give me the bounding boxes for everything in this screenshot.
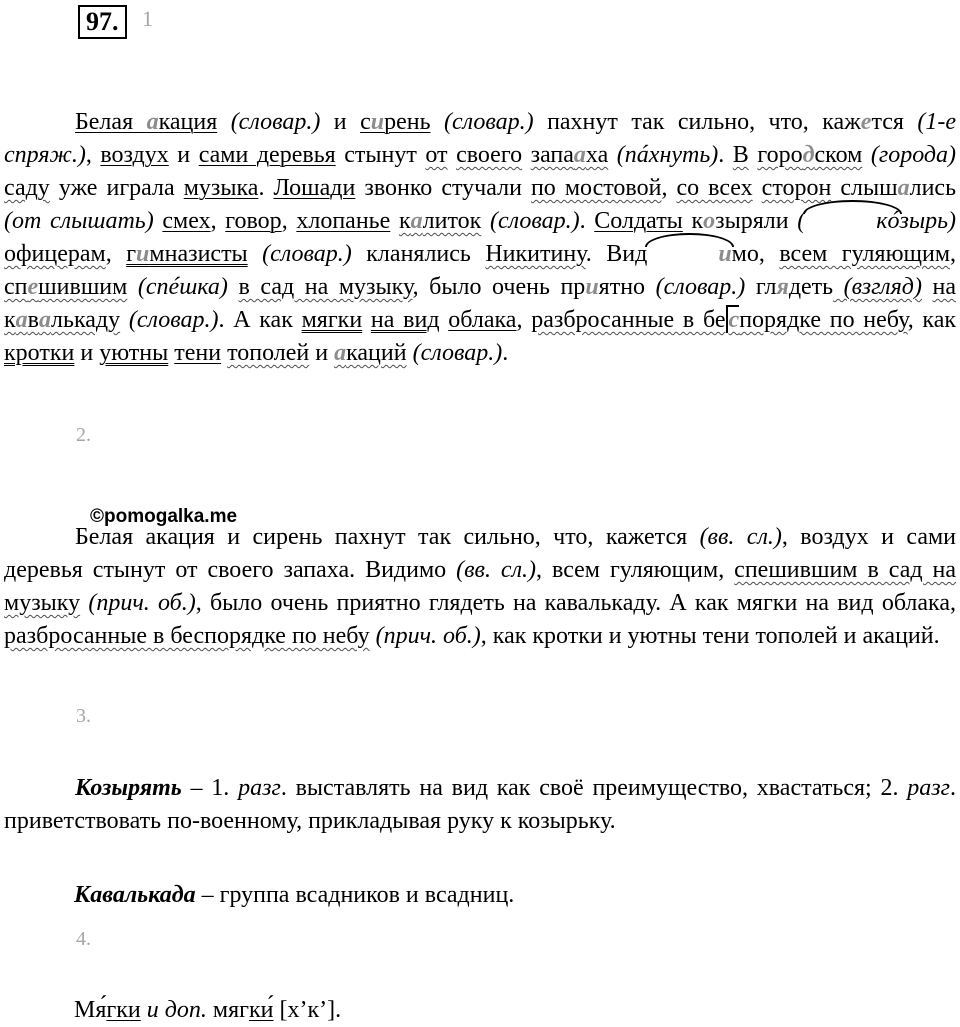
highlighted-letter: а — [146, 109, 159, 135]
subject: сами деревья — [198, 142, 336, 168]
subject: тени — [174, 340, 222, 366]
definition-term: Козырять — [75, 775, 182, 801]
subject: музыка — [183, 175, 259, 201]
word: Белая — [75, 109, 147, 135]
exercise-number: 97. — [78, 5, 127, 39]
task-3-marker: 3. — [76, 705, 91, 727]
task-1-marker: 1 — [142, 6, 153, 31]
definition-kavalkada: Кавалькада – группа всадников и всадниц. — [74, 882, 515, 908]
definition-term: Кавалькада — [74, 882, 196, 908]
subject: Лошади — [273, 175, 356, 201]
task-4-marker: 4. — [76, 928, 91, 950]
pronunciation-note: Мя́гки и доп. мягки́ [х’к’]. — [74, 997, 342, 1023]
watermark: ©pomogalka.me — [90, 506, 238, 527]
participial-phrase: спешившим в сад на музыку — [4, 557, 957, 616]
subject: воздух — [100, 142, 169, 168]
highlighted-letter: и — [370, 109, 385, 135]
highlighted-letter: о — [703, 208, 716, 234]
highlighted-letter: и — [585, 274, 599, 300]
participial-phrase: разбросанные в беспорядке по небу — [4, 623, 370, 649]
subject: Солдаты — [594, 208, 683, 234]
highlighted-letter: я — [776, 274, 789, 300]
subject: смех — [162, 208, 211, 234]
highlighted-letter: е — [860, 109, 872, 135]
task-2-marker: 2. — [76, 424, 91, 446]
section-1-text: Белая акация (словар.) и сирень (словар.) пахнут так сильно, что, кажется (1-е спряж.), воздух и сами деревья стынут от своего запааха (пáхнуть). В городском (города) саду уже играла музыка. Лошади звонко стучали по мостовой, со всех сторон слышались (от слышать) смех, говор, хлопанье калиток (словар.). Солдаты козыряли ( кóзырь) офицерам, гимназисты (словар.) кланялись Никитину. Вид имо, всем гуляющим, спешившим (спéшка) в сад на музыку, было очень приятно (словар.) глядеть (взгляд) на кавалькаду (словар.). А как мягки на вид облака, разбросанные в бе спорядке по небу, как кротки и уютны тени тополей и акаций (словар.). — [4, 109, 957, 366]
subject: хлопанье — [296, 208, 391, 234]
highlighted-letter: а — [897, 175, 910, 201]
prefix-mark: с — [726, 305, 740, 333]
subject: говор — [225, 208, 282, 234]
section-2-text: Белая акация и сирень пахнут так сильно, что, кажется (вв. сл.), воздух и сами деревья стынут от своего запаха. Видимо (вв. сл.), всем гуляющим, спешившим в сад на музыку (прич. об.), было очень приятно глядеть на кавалькаду. А как мягки на вид облака, разбросанные в беспорядке по небу (прич. об.), как кротки и уютны тени тополей и акаций. — [4, 524, 957, 649]
subject: облака — [448, 307, 517, 333]
root-mark: и — [647, 238, 731, 271]
definition-kozyryat: Козырять – 1. разг. выставлять на вид как своё преимущество, хвастаться; 2. разг. приветствовать по-военному, прикладывая руку к козырьку. — [4, 775, 956, 834]
root-mark: кó — [805, 205, 899, 238]
